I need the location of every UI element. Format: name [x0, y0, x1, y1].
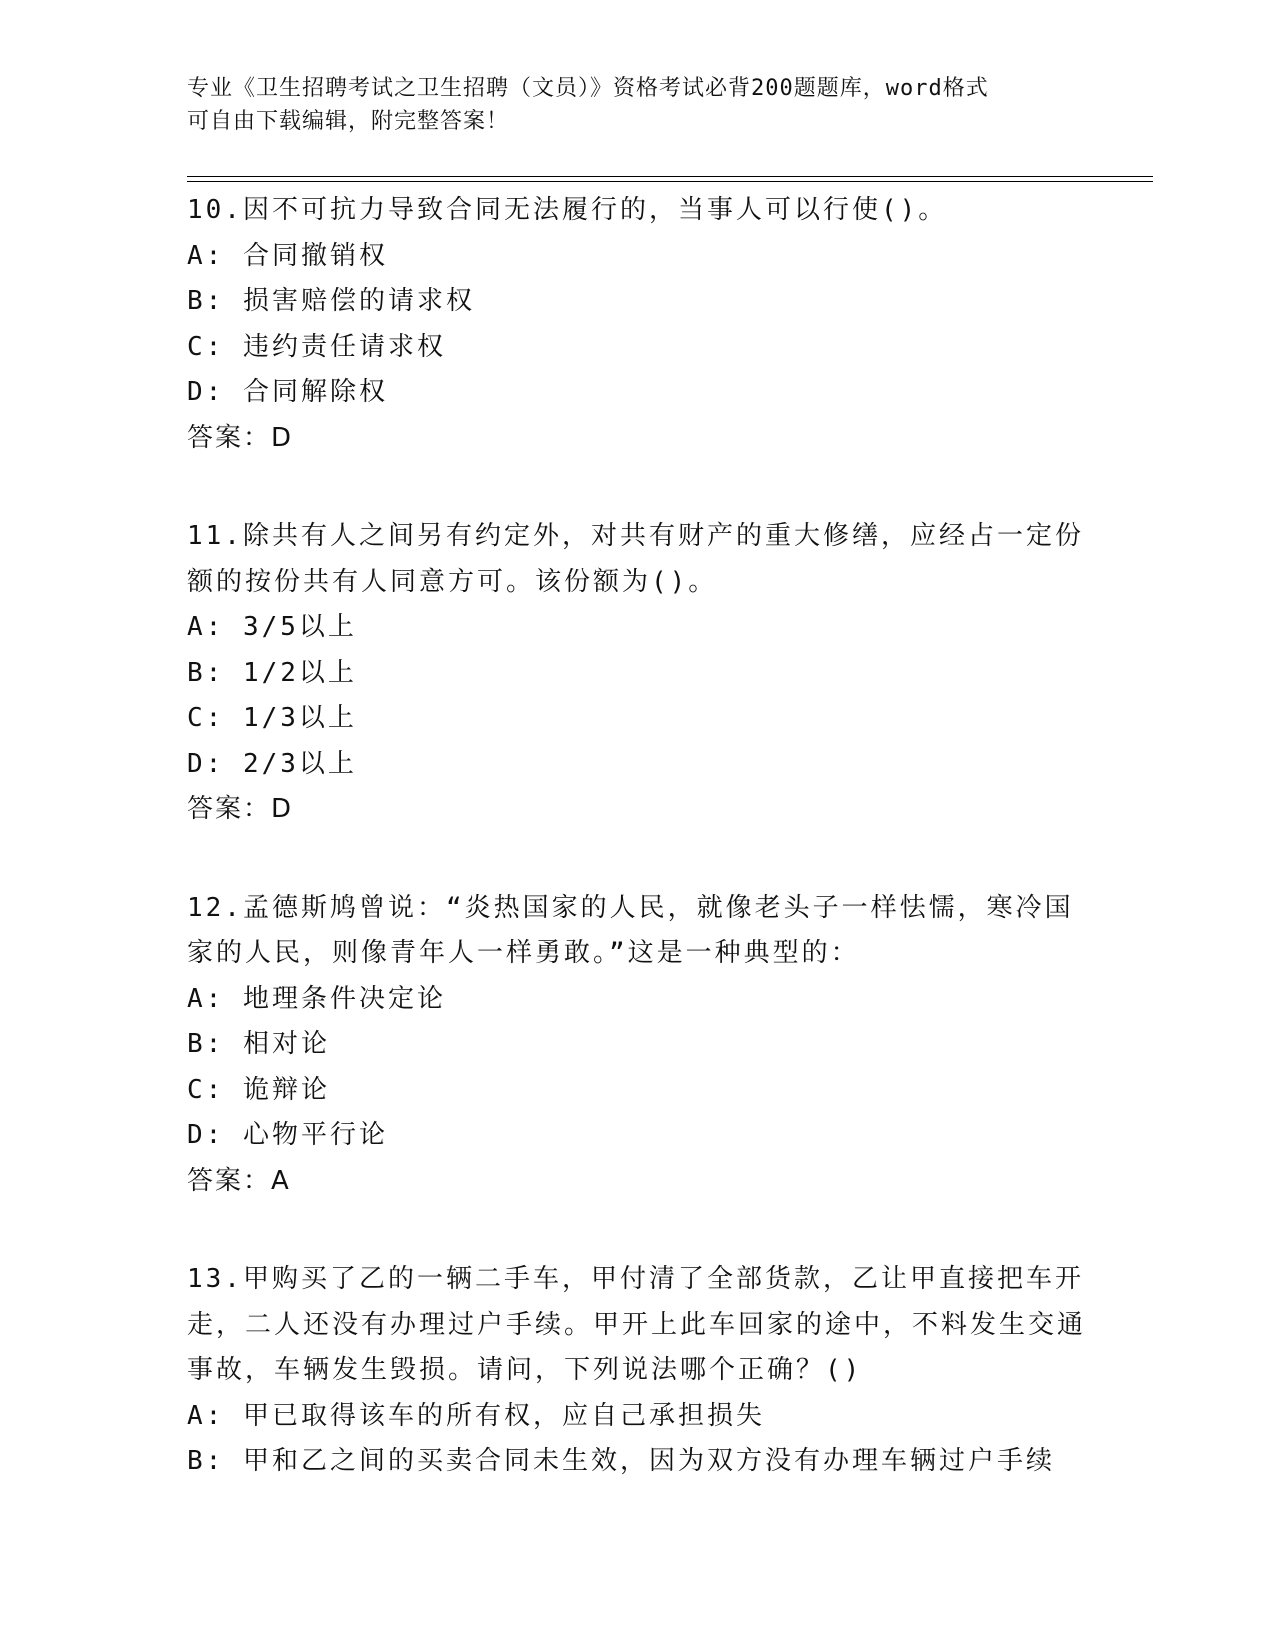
- answer: 答案：D: [187, 794, 294, 824]
- option-c: C: 违约责任请求权: [187, 331, 446, 362]
- answer: 答案：D: [187, 422, 294, 453]
- option-a: A: 合同撤销权: [187, 240, 388, 271]
- option-a: A: 地理条件决定论: [187, 983, 446, 1014]
- header-divider-top: [187, 176, 1153, 177]
- option-a: A: 3/5以上: [187, 612, 357, 642]
- question-11: [187, 514, 1087, 833]
- option-c: C: 1/3以上: [187, 703, 357, 733]
- option-d: D: 合同解除权: [187, 377, 388, 407]
- option-a: A: 甲已取得该车的所有权，应自己承担损失: [187, 1400, 765, 1431]
- option-d: D: 2/3以上: [187, 748, 357, 779]
- header-line-1: 专业《卫生招聘考试之卫生招聘（文员）》资格考试必背200题题库，word格式: [187, 76, 989, 101]
- header-divider-bottom: [187, 181, 1153, 182]
- option-b: B: 1/2以上: [187, 657, 357, 688]
- answer: 答案：A: [187, 1165, 291, 1196]
- option-b: B: 相对论: [187, 1029, 330, 1059]
- document-header: [187, 72, 1067, 138]
- option-b: B: 甲和乙之间的买卖合同未生效，因为双方没有办理车辆过户手续: [187, 1446, 1055, 1476]
- option-b: B: 损害赔偿的请求权: [187, 286, 475, 316]
- question-12: [187, 886, 1087, 1205]
- option-c: C: 诡辩论: [187, 1074, 330, 1105]
- option-d: D: 心物平行论: [187, 1120, 388, 1150]
- question-list: [187, 188, 1087, 1538]
- question-text: 10.因不可抗力导致合同无法履行的，当事人可以行使()。: [187, 195, 948, 225]
- question-text: 12.孟德斯鸠曾说：“炎热国家的人民，就像老头子一样怯懦，寒冷国家的人民，则像青年人一样勇敢。”这是一种典型的：: [187, 892, 1074, 968]
- question-13: [187, 1257, 1087, 1485]
- question-10: [187, 188, 1087, 461]
- question-text: 11.除共有人之间另有约定外，对共有财产的重大修缮，应经占一定份额的按份共有人同意方可。该份额为()。: [187, 521, 1084, 597]
- header-line-2: 可自由下载编辑，附完整答案！: [187, 109, 510, 134]
- question-text: 13.甲购买了乙的一辆二手车，甲付清了全部货款，乙让甲直接把车开走，二人还没有办理过户手续。甲开上此车回家的途中，不料发生交通事故，车辆发生毁损。请问，下列说法哪个正确？(): [187, 1264, 1087, 1385]
